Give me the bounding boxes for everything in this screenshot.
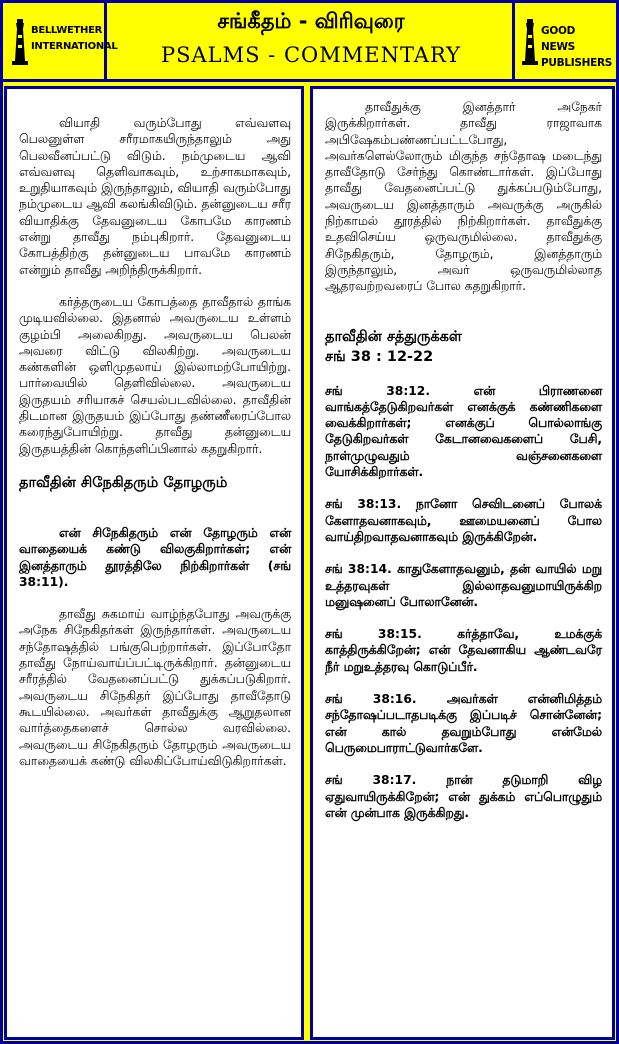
verse: சங் 38:17. நான் தடுமாறி விழ ஏதுவாயிருக்கிறேன்; என் துக்கம் எப்பொழுதும் என் முன்பாக இருக்கிறது. [325,773,602,820]
paragraph: தாவீதுக்கு இனத்தார் அநேகர் இருக்கிறார்கள். தாவீது ராஜாவாக அபிஷேகம்பண்ணப்பட்டபோது, அவர்களெல்லோரும் மிகுந்த சந்தோஷ மடைந்து தாவீதோடு சேர்ந்து கொண்டார்கள். இப்போது தாவீது வேதனைப்பட்டு துக்கப்படும்போது, அவருடைய இனத்தாரும் அவருக்கு அருகில் நிற்காமல் தூரத்தில் நிற்கிறார்கள். தாவீதுக்கு உதவிசெய்ய ஒருவருமில்லை. தாவீதுக்கு சிநேகிதரும், தோழரும், இனத்தாரும் இருந்தாலும், அவர் ஒருவருமில்லாத ஆதரவற்றவரைப் போல கதறுகிறார். [325,100,602,294]
title-box [107,3,515,79]
right-logo-box [515,3,616,79]
bellwether-logo [11,17,118,67]
verse: சங் 38:13. நானோ செவிடனைப் போலக் கேளாதவனாகவும், ஊமையனைப் போல வாய்திறவாதவனாகவும் இருக்கிறேன். [325,497,602,544]
left-logo-box [3,3,118,79]
good-news-logo [521,17,612,69]
verse: சங் 38:15. கர்த்தாவே, உமக்குக் காத்திருக்கிறேன்; என் தேவனாகிய ஆண்டவரே நீர் மறுஉத்தரவு கொடுப்பீர். [325,627,602,674]
left-column [4,86,304,1040]
header-divider [3,79,616,82]
left-logo-line2: INTERNATIONAL [31,41,118,52]
right-logo-line1: GOOD NEWS [541,25,575,53]
paragraph: தாவீது சுகமாய் வாழ்ந்தபோது அவருக்கு அநேக சிநேகிதர்கள் இருந்தார்கள். அவருடைய சந்தோஷத்தில் பங்குபெற்றார்கள். இப்போதோ தாவீது நோய்வாய்ப்பட்டிருக்கிறார். தன்னுடைய சரீரத்தில் வேதனைப்பட்டு துக்கப்படுகிறார். அவருடைய சிநேகிதர் இப்போது தாவீதோடு கூடயில்லை. அவர்கள் தாவீதுக்கு ஆறுதலான வார்த்தைகளைச் சொல்ல வரவில்லை. அவருடைய சிநேகிதரும் தோழரும் அவருடைய வாதையைக் கண்டு விலகிப்போய்விடுகிறார்கள். [19,607,291,768]
right-column [310,86,615,1040]
section-heading: தாவீதின் சிநேகிதரும் தோழரும் [19,474,228,491]
scripture-quote: என் சிநேகிதரும் என் தோழரும் என் வாதையைக் கண்டு விலகுகிறார்கள்; என் இனத்தாரும் தூரத்திலே நிற்கிறார்கள் (சங் 38:11). [19,525,291,589]
section-heading: தாவீதின் சத்துருக்கள் [325,328,463,345]
page-title-english: PSALMS - COMMENTARY [160,43,461,67]
verse: சங் 38:12. என் பிராணனை வாங்கத்தேடுகிறவர்கள் எனக்குக் கண்ணிகளை வைக்கிறார்கள்; எனக்குப் பொல்லாங்கு தேடுகிறவர்கள் கேடானவைகளைப் பேசி, நாள்முழுவதும் வஞ்சனைகளை யோசிக்கிறார்கள். [325,383,602,480]
verse: சங் 38:14. காதுகேளாதவனும், தன் வாயில் மறு உத்தரவுகள் இல்லாதவனுமாயிருக்கிற மனுஷனைப் போலானேன். [325,562,602,609]
lighthouse-icon [521,17,539,67]
section-reference: சங் 38 : 12-22 [325,348,434,365]
paragraph: கர்த்தருடைய கோபத்தை தாவீதால் தாங்க முடியவில்லை. இதனால் அவருடைய உள்ளம் குழம்பி அலைகிறது. அவருடைய பெலன் அவரை விட்டு விலகிற்று. அவருடைய கண்களின் ஒளிமுதலாய் இல்லாமற்போயிற்று. பார்வையில் தெளிவில்லை. அவருடைய இருதயம் சரியாகச் செயல்படவில்லை. தாவீதின் திடமான இருதயம் இப்போது தண்ணீரைப்போல கரைந்துபோயிற்று. தாவீது தன்னுடைய இருதயத்தின் கொந்தளிப்பினால் கதறுகிறார். [19,294,291,456]
right-logo-line2: PUBLISHERS [541,57,612,69]
page-title-tamil: சங்கீதம் - விரிவுரை [217,9,405,33]
header-bar [3,3,616,79]
lighthouse-icon [11,17,29,67]
paragraph: வியாதி வரும்போது எவ்வளவு பெலனுள்ள சரீரமாகயிருந்தாலும் அது பெலவீனப்பட்டு விடும். நம்முடைய ஆவி எவ்வளவு தெளிவாகவும், உற்சாகமாகவும், உறுதியாகவும் இருந்தாலும், வியாதி வரும்போது நம்முடைய ஆவி கலங்கிவிடும். தன்னுடைய சரீர வியாதிக்கு தேவனுடைய கோபமே காரணம் என்று தாவீது நம்புகிறார். தேவனுடைய கோபத்திற்கு தன்னுடைய பாவமே காரணம் என்றும் தாவீது அறிந்திருக்கிறார். [19,116,291,277]
verse: சங் 38:16. அவர்கள் என்னிமித்தம் சந்தோஷப்படாதபடிக்கு இப்படிச் சொன்னேன்; என் கால் தவறும்போது என்மேல் பெருமைபாராட்டுவார்களே. [325,692,602,755]
left-logo-line1: BELLWETHER [31,25,103,36]
